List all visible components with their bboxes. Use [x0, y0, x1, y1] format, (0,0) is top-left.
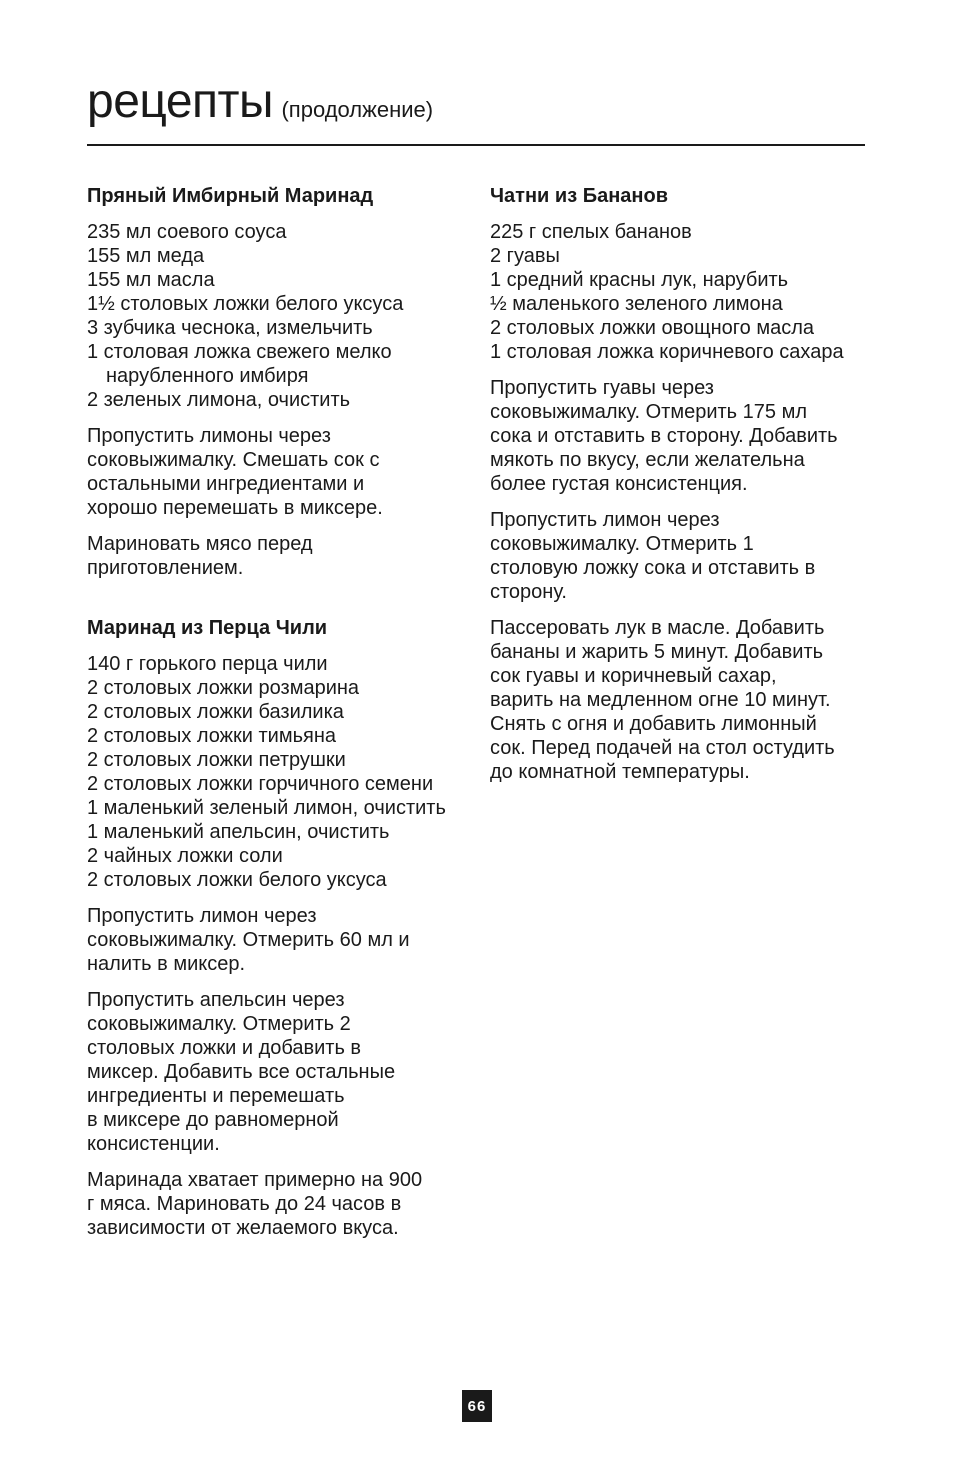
recipe-title: Чатни из Бананов — [490, 185, 668, 207]
ingredient-item: 1½ столовых ложки белого уксуса — [87, 293, 404, 315]
page-title-main: рецепты — [87, 75, 274, 128]
page-title — [87, 75, 434, 128]
ingredient-item: 2 столовых ложки тимьяна — [87, 725, 337, 747]
recipe-step: Пассеровать лук в масле. Добавить бананы и жарить 5 минут. Добавить сок гуавы и коричневый сахар, варить на медленном огне 10 минут. Снять с огня и добавить лимонный сок. Перед подачей на стол остудить до комнатной температуры. — [490, 617, 835, 783]
ingredient-item: 2 чайных ложки соли — [87, 845, 283, 867]
ingredient-item: 1 столовая ложка свежего мелко нарубленного имбиря — [87, 341, 392, 387]
ingredient-item: 2 столовых ложки белого уксуса — [87, 869, 387, 891]
ingredient-item: 2 столовых ложки горчичного семени — [87, 773, 434, 795]
recipe-chili-pepper-marinade — [87, 616, 467, 1240]
ingredient-item: 3 зубчика чеснока, измельчить — [87, 317, 373, 339]
ingredient-item: 2 столовых ложки розмарина — [87, 677, 360, 699]
recipe-title: Маринад из Перца Чили — [87, 617, 328, 639]
ingredient-item: 2 зеленых лимона, очистить — [87, 389, 351, 411]
ingredient-item: 2 столовых ложки базилика — [87, 701, 344, 723]
ingredient-list — [490, 220, 870, 364]
recipe-step: Мариновать мясо перед приготовлением. — [87, 533, 313, 579]
recipe-step: Пропустить гуавы через соковыжималку. Отмерить 175 мл сока и отставить в сторону. Добавить мякоть по вкусу, если желательна более густая консистенция. — [490, 377, 838, 495]
ingredient-item: 2 столовых ложки овощного масла — [490, 317, 814, 339]
page-number-badge — [462, 1390, 492, 1422]
recipe-title: Пряный Имбирный Маринад — [87, 185, 374, 207]
right-column — [490, 184, 870, 796]
ingredient-item: 1 маленький апельсин, очистить — [87, 821, 390, 843]
page-number: 66 — [467, 1397, 487, 1415]
ingredient-item: 2 столовых ложки петрушки — [87, 749, 346, 771]
recipe-step: Пропустить апельсин через соковыжималку. Отмерить 2 столовых ложки и добавить в миксер. Добавить все остальные ингредиенты и перемешать в миксере до равномерной консистенции. — [87, 989, 396, 1155]
ingredient-item: 1 средний красны лук, нарубить — [490, 269, 789, 291]
recipe-step: Пропустить лимоны через соковыжималку. Смешать сок с остальными ингредиентами и хорошо перемешать в миксере. — [87, 425, 383, 519]
ingredient-item: 235 мл соевого соуса — [87, 221, 287, 243]
ingredient-item: 155 мл меда — [87, 245, 205, 267]
ingredient-item: 1 маленький зеленый лимон, очистить — [87, 797, 446, 819]
ingredient-item: ½ маленького зеленого лимона — [490, 293, 783, 315]
recipe-step: Пропустить лимон через соковыжималку. Отмерить 60 мл и налить в миксер. — [87, 905, 410, 975]
recipe-spicy-ginger-marinade — [87, 184, 467, 580]
ingredient-list — [87, 220, 467, 412]
ingredient-item: 1 столовая ложка коричневого сахара — [490, 341, 844, 363]
recipe-banana-chutney — [490, 184, 870, 784]
ingredient-item: 140 г горького перца чили — [87, 653, 328, 675]
left-column — [87, 184, 467, 1252]
ingredient-item: 225 г спелых бананов — [490, 221, 692, 243]
ingredient-item: 155 мл масла — [87, 269, 215, 291]
ingredient-item: 2 гуавы — [490, 245, 560, 267]
recipe-step: Пропустить лимон через соковыжималку. Отмерить 1 столовую ложку сока и отставить в сторону. — [490, 509, 816, 603]
ingredient-list — [87, 652, 467, 892]
recipe-step: Маринада хватает примерно на 900 г мяса. Мариновать до 24 часов в зависимости от желаемого вкуса. — [87, 1169, 423, 1239]
page-title-subtitle: (продолжение) — [281, 97, 434, 122]
page-header — [87, 75, 865, 146]
